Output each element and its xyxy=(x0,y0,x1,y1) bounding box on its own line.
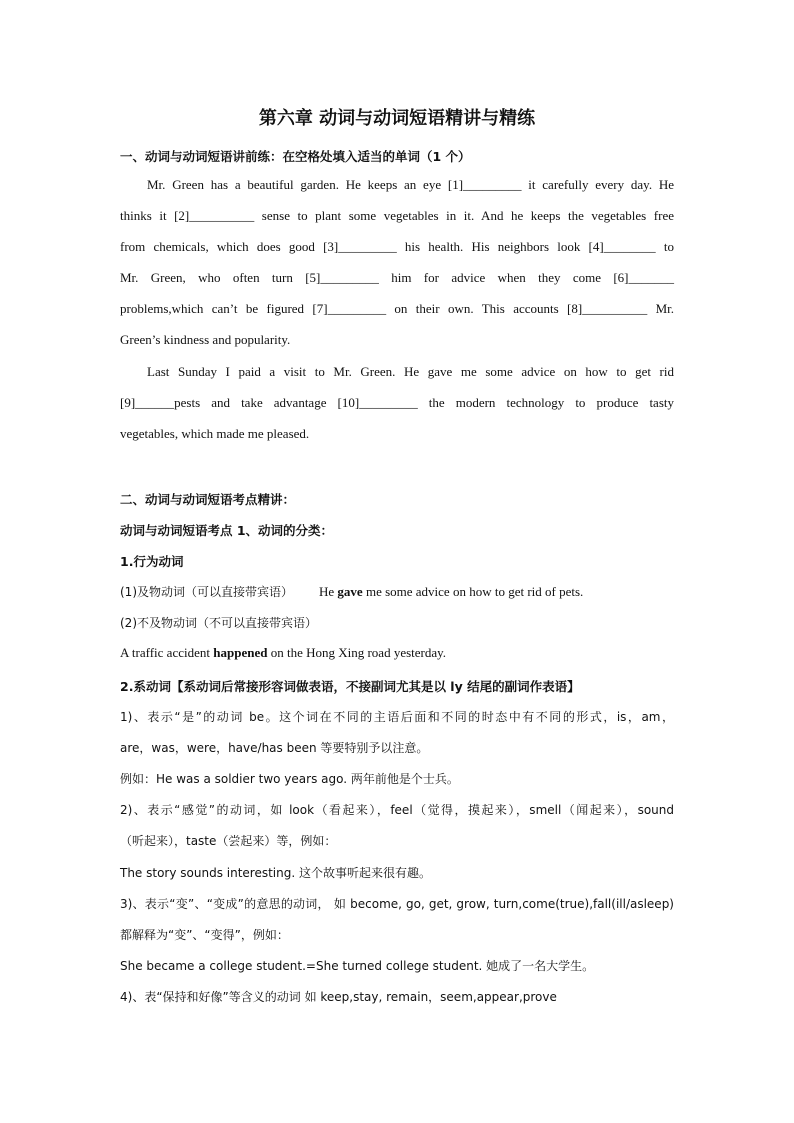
exercise-line-3: from chemicals, which does good [3]_________ his health. His neighbors look [4]________ to xyxy=(120,239,674,254)
point2-title: 2.系动词【系动词后常接形容词做表语，不接副词尤其是以 ly 结尾的副词作表语】 xyxy=(120,679,580,694)
intransitive-example xyxy=(120,645,446,661)
exercise-line-6: Green’s kindness and popularity. xyxy=(120,332,291,347)
exercise-line-7: Last Sunday I paid a visit to Mr. Green. He gave me some advice on how to get rid xyxy=(147,364,674,379)
exercise-line-8: [9]______pests and take advantage [10]_________ the modern technology to produce tasty xyxy=(120,395,674,410)
vi-example-a: A traffic accident xyxy=(120,645,214,660)
section2-subheading: 动词与动词短语考点 1、动词的分类： xyxy=(120,523,334,538)
vi-example-bold: happened xyxy=(213,645,268,660)
item2-example: The story sounds interesting. 这个故事听起来很有趣。 xyxy=(120,866,431,880)
item3-example: She became a college student.=She turned college student. 她成了一名大学生。 xyxy=(120,959,595,973)
section1-heading: 一、动词与动词短语讲前练：在空格处填入适当的单词（1 个） xyxy=(120,149,471,164)
intransitive-verb-label: (2)不及物动词（不可以直接带宾语） xyxy=(120,616,317,630)
item2-line2: （听起来），taste（尝起来）等，例如： xyxy=(120,834,337,848)
chapter-title: 第六章 动词与动词短语精讲与精练 xyxy=(258,108,536,129)
transitive-verb-line xyxy=(120,583,583,600)
exercise-line-5: problems,which can’t be figured [7]_________ on their own. This accounts [8]__________ Mr. xyxy=(120,301,674,316)
exercise-line-2: thinks it [2]__________ sense to plant some vegetables in it. And he keeps the vegetables free xyxy=(120,208,674,223)
item3-line2: 都解释为“变”、“变得”，例如： xyxy=(120,928,289,942)
vt-example-bold: gave xyxy=(337,584,363,599)
point1-title: 1.行为动词 xyxy=(120,554,184,569)
exercise-line-1: Mr. Green has a beautiful garden. He keeps an eye [1]_________ it carefully every day. He xyxy=(147,177,674,192)
vi-example-c: on the Hong Xing road yesterday. xyxy=(267,645,447,660)
transitive-verb-label: (1)及物动词（可以直接带宾语） xyxy=(120,585,293,599)
item1-line1: 1)、表示“是”的动词 be。这个词在不同的主语后面和不同的时态中有不同的形式，is，am， xyxy=(120,710,674,724)
vt-example-c: me some advice on how to get rid of pets. xyxy=(362,584,584,599)
vt-example-a: He xyxy=(319,584,338,599)
exercise-line-9: vegetables, which made me pleased. xyxy=(120,426,310,441)
section2-heading: 二、动词与动词短语考点精讲： xyxy=(120,492,296,507)
item4-line1: 4)、表“保持和好像”等含义的动词 如 keep,stay, remain，seem,appear,prove xyxy=(120,990,557,1004)
item2-line1: 2)、表示“感觉”的动词，如 look（看起来），feel（觉得，摸起来），smell（闻起来），sound xyxy=(120,803,674,817)
item1-line2: are，was，were，have/has been 等要特别予以注意。 xyxy=(120,741,429,755)
item1-example: 例如：He was a soldier two years ago. 两年前他是个士兵。 xyxy=(120,772,459,786)
exercise-line-4: Mr. Green, who often turn [5]_________ him for advice when they come [6]_______ xyxy=(120,270,674,285)
item3-line1: 3)、表示“变”、“变成”的意思的动词， 如 become, go, get, grow, turn,come(true),fall(ill/asleep) xyxy=(120,897,674,911)
